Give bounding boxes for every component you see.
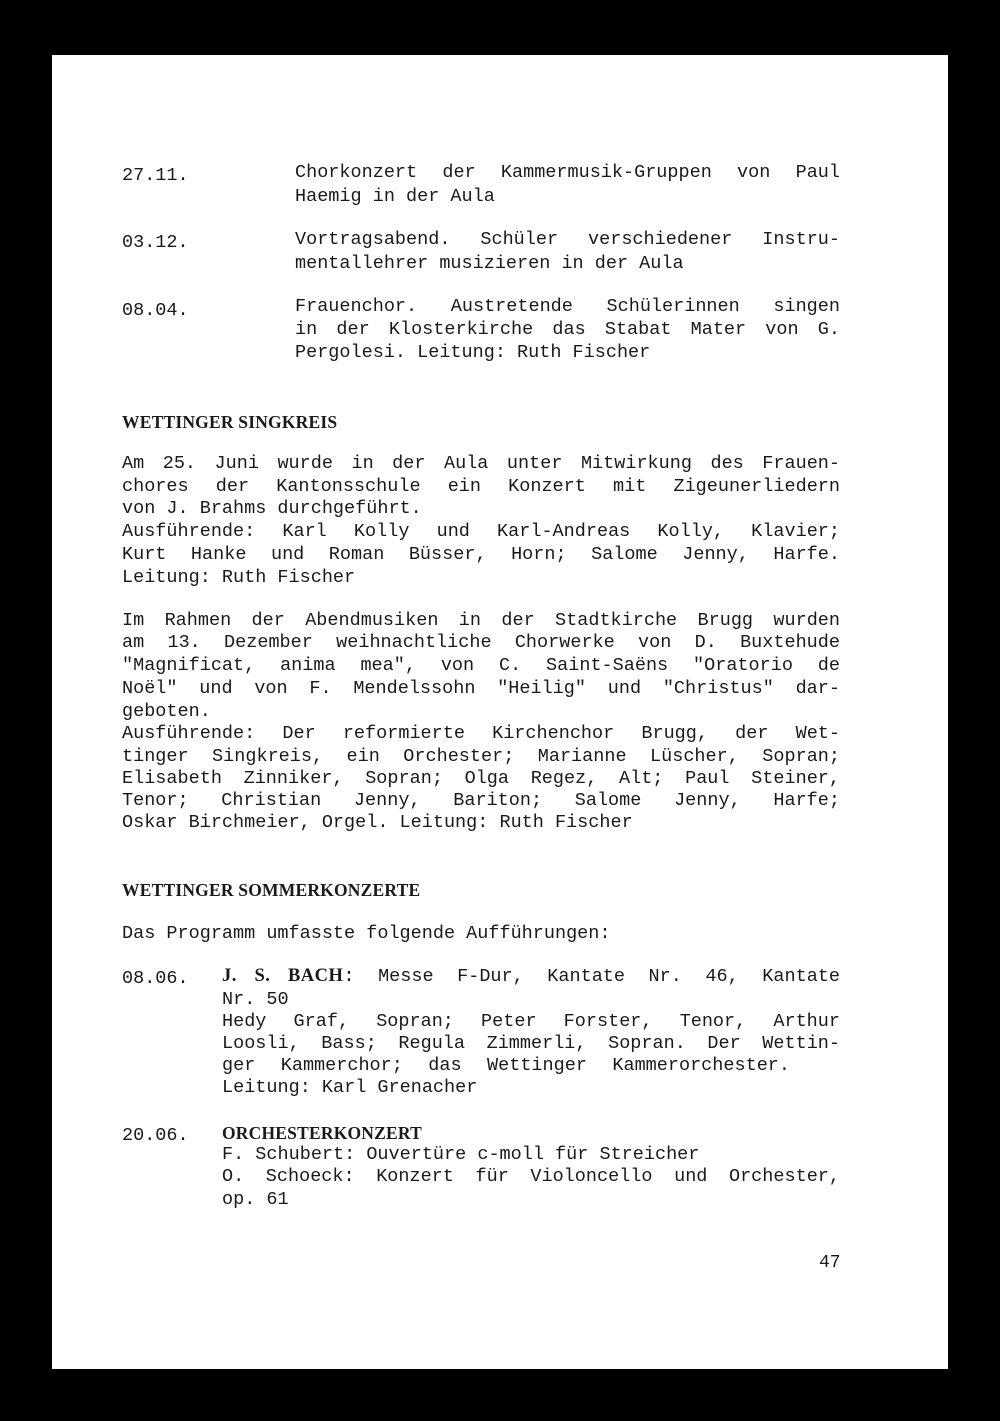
event-line: Nr. 50 — [222, 989, 289, 1010]
event-date: 03.12. — [122, 232, 189, 253]
event-line: O. Schoeck: Konzert für Violoncello und Orchester, — [222, 1166, 840, 1187]
event-line: in der Klosterkirche das Stabat Mater von G. — [295, 319, 840, 340]
event-line: Haemig in der Aula — [295, 186, 495, 207]
paragraph-line: Im Rahmen der Abendmusiken in der Stadtkirche Brugg wurden — [122, 610, 840, 631]
paragraph-line: Am 25. Juni wurde in der Aula unter Mitwirkung des Frauen- — [122, 453, 840, 474]
paragraph-line: "Magnificat, anima mea", von C. Saint-Saëns "Oratorio de — [122, 655, 840, 676]
paragraph-line: Tenor; Christian Jenny, Bariton; Salome Jenny, Harfe; — [122, 790, 840, 811]
section-heading: WETTINGER SOMMERKONZERTE — [122, 880, 421, 900]
paragraph-line: Leitung: Ruth Fischer — [122, 567, 356, 588]
paragraph-line: Elisabeth Zinniker, Sopran; Olga Regez, Alt; Paul Steiner, — [122, 768, 840, 789]
event-line: Frauenchor. Austretende Schülerinnen singen — [295, 296, 840, 317]
paragraph-line: tinger Singkreis, ein Orchester; Marianne Lüscher, Sopran; — [122, 746, 840, 767]
event-line: Vortragsabend. Schüler verschiedener Instru- — [295, 229, 840, 250]
paragraph-line: Ausführende: Der reformierte Kirchenchor Brugg, der Wet- — [122, 723, 840, 744]
page-number: 47 — [819, 1253, 841, 1273]
composer-name: J. S. BACH — [222, 966, 344, 986]
event-line: mentallehrer musizieren in der Aula — [295, 253, 684, 274]
paragraph-line: geboten. — [122, 701, 211, 722]
paragraph-line: chores der Kantonsschule ein Konzert mit Zigeunerliedern — [122, 476, 840, 497]
paragraph-line: Oskar Birchmeier, Orgel. Leitung: Ruth Fischer — [122, 812, 633, 833]
paragraph-line: Ausführende: Karl Kolly und Karl-Andreas Kolly, Klavier; — [122, 521, 840, 542]
paragraph-line: am 13. Dezember weihnachtliche Chorwerke von D. Buxtehude — [122, 632, 840, 653]
event-date: 08.04. — [122, 300, 189, 321]
paragraph-line: Kurt Hanke und Roman Büsser, Horn; Salome Jenny, Harfe. — [122, 544, 840, 565]
event-line: Hedy Graf, Sopran; Peter Forster, Tenor, Arthur — [222, 1011, 840, 1032]
event-line: F. Schubert: Ouvertüre c-moll für Streicher — [222, 1144, 700, 1165]
event-line-rest: : Messe F-Dur, Kantate Nr. 46, Kantate — [343, 966, 840, 987]
event-date: 08.06. — [122, 968, 189, 989]
intro-line: Das Programm umfasste folgende Aufführungen: — [122, 923, 611, 944]
event-date: 27.11. — [122, 165, 189, 186]
event-line: Pergolesi. Leitung: Ruth Fischer — [295, 342, 651, 363]
event-line: ger Kammerchor; das Wettinger Kammerorchester. — [222, 1055, 790, 1076]
event-title: ORCHESTERKONZERT — [222, 1123, 422, 1143]
section-heading: WETTINGER SINGKREIS — [122, 412, 338, 432]
document-page — [52, 55, 948, 1369]
event-line: Loosli, Bass; Regula Zimmerli, Sopran. Der Wettin- — [222, 1033, 840, 1054]
event-line: Leitung: Karl Grenacher — [222, 1077, 478, 1098]
paragraph-line: Noël" und von F. Mendelssohn "Heilig" und "Christus" dar- — [122, 678, 840, 699]
event-line: Chorkonzert der Kammermusik-Gruppen von Paul — [295, 162, 840, 183]
event-line — [222, 965, 840, 988]
event-line: op. 61 — [222, 1189, 289, 1210]
event-date: 20.06. — [122, 1125, 189, 1146]
paragraph-line: von J. Brahms durchgeführt. — [122, 498, 422, 519]
